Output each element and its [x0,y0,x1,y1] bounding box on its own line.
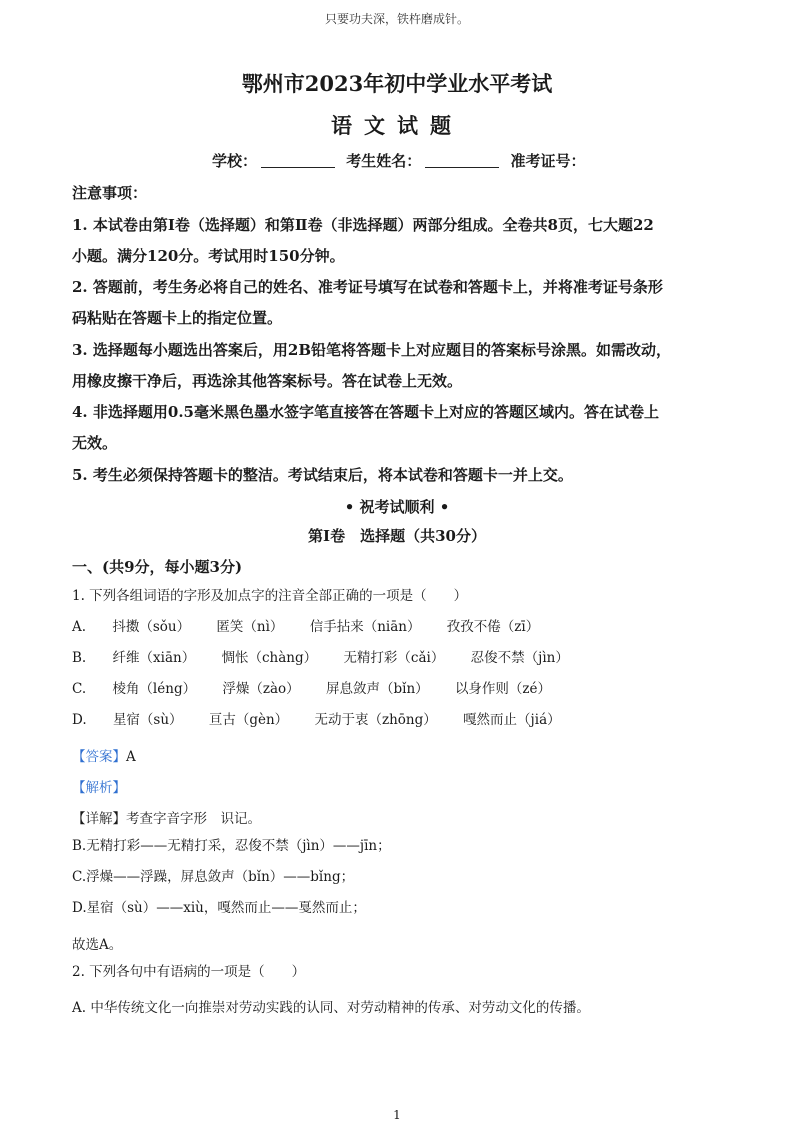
q1-analysis-tag [72,776,126,796]
option-label: B. [72,650,87,666]
exam-subtitle: 语文试题 [331,113,463,138]
answer-tag: 【答案】 [72,749,126,765]
part1-heading: 第Ⅰ卷 选择题（共30分） [308,527,486,545]
notice-line: 2. 答题前，考生务必将自己的姓名、准考证号填写在试卷和答题卡上，并将准考证号条形 [72,278,663,296]
notice-heading: 注意事项： [72,184,148,202]
q1-detail [72,807,261,827]
option-item: 以身作则（zé） [454,681,552,697]
notice-line: 码粘贴在答题卡上的指定位置。 [72,309,283,327]
option-item: 无动于衷（zhōng） [314,712,437,728]
option-item: 棱角（léng） [112,681,197,697]
option-item: 抖擞（sǒu） [112,619,191,635]
q1-explain-line: D.星宿（sù）——xiù，嘎然而止——戛然而止； [72,900,366,916]
answer-value: A [126,749,136,765]
q1-conclusion: 故选A。 [72,937,123,953]
q1-explain-line: C.浮燥——浮躁，屏息敛声（bǐn）——bǐng； [72,869,355,885]
name-blank [425,153,499,168]
option-item: 匿笑（nì） [216,619,284,635]
q1-explain-line: B.无精打彩——无精打采，忍俊不禁（jìn）——jīn； [72,838,391,854]
good-luck-wish: • 祝考试顺利 • [344,498,450,516]
option-item: 无精打彩（cǎi） [343,650,445,666]
name-label: 考生姓名： [346,152,422,170]
option-item: 信手拈来（niān） [309,619,421,635]
exam-title: 鄂州市2023年初中学业水平考试 [241,71,553,96]
option-item: 嘎然而止（jiá） [463,712,561,728]
school-blank [261,153,335,168]
q1-option-d [72,708,583,728]
q1-answer [72,745,136,765]
section1-heading: 一、(共9分，每小题3分) [72,558,243,576]
option-label: D. [72,712,87,728]
page-header-motto: 只要功夫深，铁杵磨成针。 [324,12,469,26]
detail-tag: 【详解】 [72,811,126,827]
page-number: 1 [393,1108,401,1122]
q2-option-a: A. 中华传统文化一向推崇对劳动实践的认同、对劳动精神的传承、对劳动文化的传播。 [72,1000,590,1016]
q1-option-c [72,677,573,697]
school-label: 学校： [212,152,258,170]
option-item: 纤维（xiān） [112,650,196,666]
notice-line: 用橡皮擦干净后，再选涂其他答案标号。答在试卷上无效。 [72,372,463,390]
q1-stem: 1. 下列各组词语的字形及加点字的注音全部正确的一项是（ ） [72,588,468,604]
detail-text: 考查字音字形 识记。 [126,811,261,827]
notice-line: 无效。 [72,434,118,452]
option-item: 浮燥（zào） [222,681,300,697]
notice-line: 3. 选择题每小题选出答案后，用2B铅笔将答题卡上对应题目的答案标号涂黑。如需改动， [72,341,672,359]
option-item: 屏息敛声（bǐn） [325,681,429,697]
id-label: 准考证号： [510,152,586,170]
q1-option-b [72,646,591,666]
q2-stem: 2. 下列各句中有语病的一项是（ ） [72,964,306,980]
notice-line: 小题。满分120分。考试用时150分钟。 [72,247,345,265]
option-item: 亘古（gèn） [208,712,289,728]
analysis-tag: 【解析】 [72,780,126,796]
q1-option-a [72,615,561,635]
option-item: 孜孜不倦（zī） [446,619,540,635]
notice-line: 5. 考生必须保持答题卡的整洁。考试结束后，将本试卷和答题卡一并上交。 [72,466,573,484]
option-label: A. [72,619,87,635]
option-label: C. [72,681,87,697]
notice-line: 1. 本试卷由第Ⅰ卷（选择题）和第Ⅱ卷（非选择题）两部分组成。全卷共8页，七大题22 [72,216,654,234]
option-item: 惆怅（chàng） [221,650,318,666]
option-item: 忍俊不禁（jìn） [470,650,569,666]
option-item: 星宿（sù） [112,712,183,728]
notice-line: 4. 非选择题用0.5毫米黑色墨水签字笔直接答在答题卡上对应的答题区域内。答在试卷上 [72,403,659,421]
candidate-info-line [212,150,586,171]
